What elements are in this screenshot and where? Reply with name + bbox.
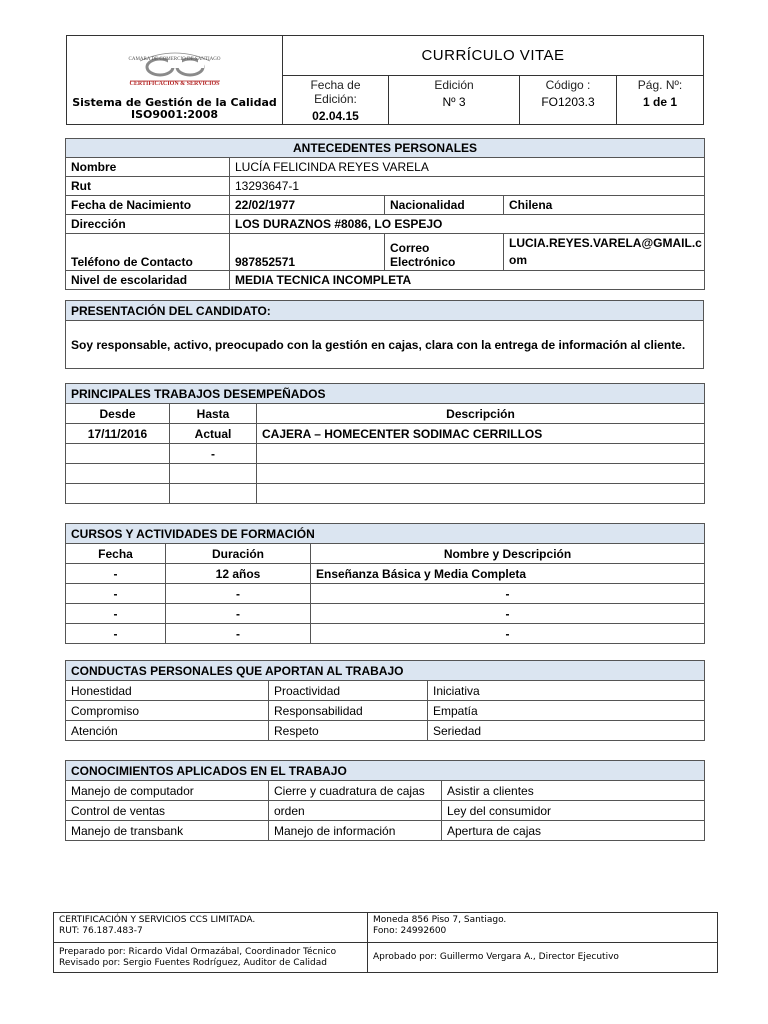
edit-date-value: 02.04.15: [312, 109, 359, 123]
table-row: [66, 604, 705, 624]
logo-cell: [67, 36, 283, 125]
jobs-col-from: Desde: [66, 404, 170, 424]
ccs-logo: [110, 47, 240, 89]
table-row: [66, 801, 705, 821]
course-date: -: [66, 584, 166, 604]
conduct-item: Seriedad: [428, 721, 705, 741]
nationality-label: Nacionalidad: [385, 196, 504, 215]
page-label: Pág. Nº:: [637, 78, 683, 92]
course-name: -: [311, 624, 705, 644]
birth-label: Fecha de Nacimiento: [66, 196, 230, 215]
table-row: [66, 821, 705, 841]
knowledge-item: Cierre y cuadratura de cajas: [269, 781, 442, 801]
logo-subtitle: CERTIFICACION & SERVICIOS: [129, 81, 220, 87]
name-value: LUCÍA FELICINDA REYES VARELA: [230, 158, 705, 177]
code-value: FO1203.3: [541, 95, 595, 109]
knowledge-item: Manejo de información: [269, 821, 442, 841]
logo-arc-text: CAMARA DE COMERCIO DE SANTIAGO: [128, 57, 221, 62]
table-row: [66, 484, 705, 504]
personal-info-table: [65, 138, 705, 290]
course-duration: -: [166, 624, 311, 644]
table-row: [66, 701, 705, 721]
address-value: LOS DURAZNOS #8086, LO ESPEJO: [230, 215, 705, 234]
jobs-col-desc: Descripción: [257, 404, 705, 424]
education-value: MEDIA TECNICA INCOMPLETA: [230, 271, 705, 290]
courses-col-duration: Duración: [166, 544, 311, 564]
education-label: Nivel de escolaridad: [66, 271, 230, 290]
knowledge-item: orden: [269, 801, 442, 821]
conduct-item: Atención: [66, 721, 269, 741]
courses-heading: CURSOS Y ACTIVIDADES DE FORMACIÓN: [66, 524, 705, 544]
course-duration: -: [166, 584, 311, 604]
conduct-item: Iniciativa: [428, 681, 705, 701]
table-row: [66, 584, 705, 604]
course-name: -: [311, 584, 705, 604]
jobs-table: [65, 383, 705, 504]
knowledge-item: Asistir a clientes: [442, 781, 705, 801]
nationality-value: Chilena: [504, 196, 705, 215]
presentation-text: Soy responsable, activo, preocupado con la gestión en cajas, clara con la entrega de información al cliente.: [66, 321, 704, 369]
quality-system-line2: ISO9001:2008: [131, 108, 218, 121]
knowledge-item: Apertura de cajas: [442, 821, 705, 841]
presentation-table: [65, 300, 704, 369]
table-row: [66, 464, 705, 484]
job-desc: [257, 444, 705, 464]
quality-system-line1: Sistema de Gestión de la Calidad: [72, 96, 277, 109]
email-label: Correo Electrónico: [385, 234, 504, 271]
conduct-table: [65, 660, 705, 741]
presentation-heading: PRESENTACIÓN DEL CANDIDATO:: [66, 301, 704, 321]
knowledge-item: Manejo de transbank: [66, 821, 269, 841]
footer-company: CERTIFICACIÓN Y SERVICIOS CCS LIMITADA.: [59, 915, 256, 925]
courses-col-date: Fecha: [66, 544, 166, 564]
course-duration: -: [166, 604, 311, 624]
edit-date-label: Fecha de Edición:: [310, 78, 361, 106]
footer-prepared: Preparado por: Ricardo Vidal Ormazábal, Coordinador Técnico: [59, 946, 337, 957]
rut-label: Rut: [66, 177, 230, 196]
edition-cell: [389, 76, 520, 125]
name-label: Nombre: [66, 158, 230, 177]
course-date: -: [66, 624, 166, 644]
code-cell: [520, 76, 617, 125]
job-to: [170, 484, 257, 504]
birth-value: 22/02/1977: [230, 196, 385, 215]
knowledge-item: Control de ventas: [66, 801, 269, 821]
edit-date-cell: [283, 76, 389, 125]
footer-reviewed: Revisado por: Sergio Fuentes Rodríguez, Auditor de Calidad: [59, 957, 327, 968]
email-value: [504, 234, 705, 271]
course-name: Enseñanza Básica y Media Completa: [311, 564, 705, 584]
phone-value: 987852571: [230, 234, 385, 271]
edition-value: Nº 3: [442, 95, 466, 109]
course-date: -: [66, 564, 166, 584]
conduct-item: Compromiso: [66, 701, 269, 721]
table-row: [66, 721, 705, 741]
footer-company-cell: [54, 913, 368, 943]
conduct-heading: CONDUCTAS PERSONALES QUE APORTAN AL TRABAJO: [66, 661, 705, 681]
conduct-item: Respeto: [269, 721, 428, 741]
footer-approved: Aprobado por: Guillermo Vergara A., Director Ejecutivo: [368, 943, 718, 973]
conduct-item: Honestidad: [66, 681, 269, 701]
footer-phone: Fono: 24992600: [373, 926, 447, 936]
footer-rut: RUT: 76.187.483-7: [59, 926, 143, 936]
job-to: [170, 464, 257, 484]
course-date: -: [66, 604, 166, 624]
conduct-item: Responsabilidad: [269, 701, 428, 721]
job-desc: CAJERA – HOMECENTER SODIMAC CERRILLOS: [257, 424, 705, 444]
table-row: [66, 781, 705, 801]
job-from: 17/11/2016: [66, 424, 170, 444]
page-value: 1 de 1: [642, 95, 678, 109]
document-title: CURRÍCULO VITAE: [283, 36, 704, 76]
job-to: Actual: [170, 424, 257, 444]
conduct-item: Empatía: [428, 701, 705, 721]
document-footer: [53, 912, 718, 973]
job-from: [66, 444, 170, 464]
job-to: -: [170, 444, 257, 464]
email-line1: LUCIA.REYES.VARELA@GMAIL.c: [509, 236, 702, 250]
footer-prepared-cell: [54, 943, 368, 973]
jobs-heading: PRINCIPALES TRABAJOS DESEMPEÑADOS: [66, 384, 705, 404]
knowledge-heading: CONOCIMIENTOS APLICADOS EN EL TRABAJO: [66, 761, 705, 781]
courses-col-name: Nombre y Descripción: [311, 544, 705, 564]
email-line2: om: [509, 253, 527, 267]
job-from: [66, 484, 170, 504]
course-duration: 12 años: [166, 564, 311, 584]
table-row: [66, 564, 705, 584]
knowledge-item: Manejo de computador: [66, 781, 269, 801]
footer-address-cell: [368, 913, 718, 943]
document-header: [66, 35, 704, 125]
job-desc: [257, 464, 705, 484]
job-from: [66, 464, 170, 484]
table-row: [66, 424, 705, 444]
phone-label: Teléfono de Contacto: [66, 234, 230, 271]
course-name: -: [311, 604, 705, 624]
rut-value: 13293647-1: [230, 177, 705, 196]
conduct-item: Proactividad: [269, 681, 428, 701]
job-desc: [257, 484, 705, 504]
knowledge-table: [65, 760, 705, 841]
table-row: [66, 681, 705, 701]
jobs-col-to: Hasta: [170, 404, 257, 424]
footer-address: Moneda 856 Piso 7, Santiago.: [373, 915, 507, 925]
page-cell: [617, 76, 704, 125]
address-label: Dirección: [66, 215, 230, 234]
table-row: [66, 624, 705, 644]
courses-table: [65, 523, 705, 644]
personal-heading: ANTECEDENTES PERSONALES: [66, 139, 705, 158]
code-label: Código :: [545, 78, 591, 92]
edition-label: Edición: [434, 78, 474, 92]
table-row: [66, 444, 705, 464]
knowledge-item: Ley del consumidor: [442, 801, 705, 821]
